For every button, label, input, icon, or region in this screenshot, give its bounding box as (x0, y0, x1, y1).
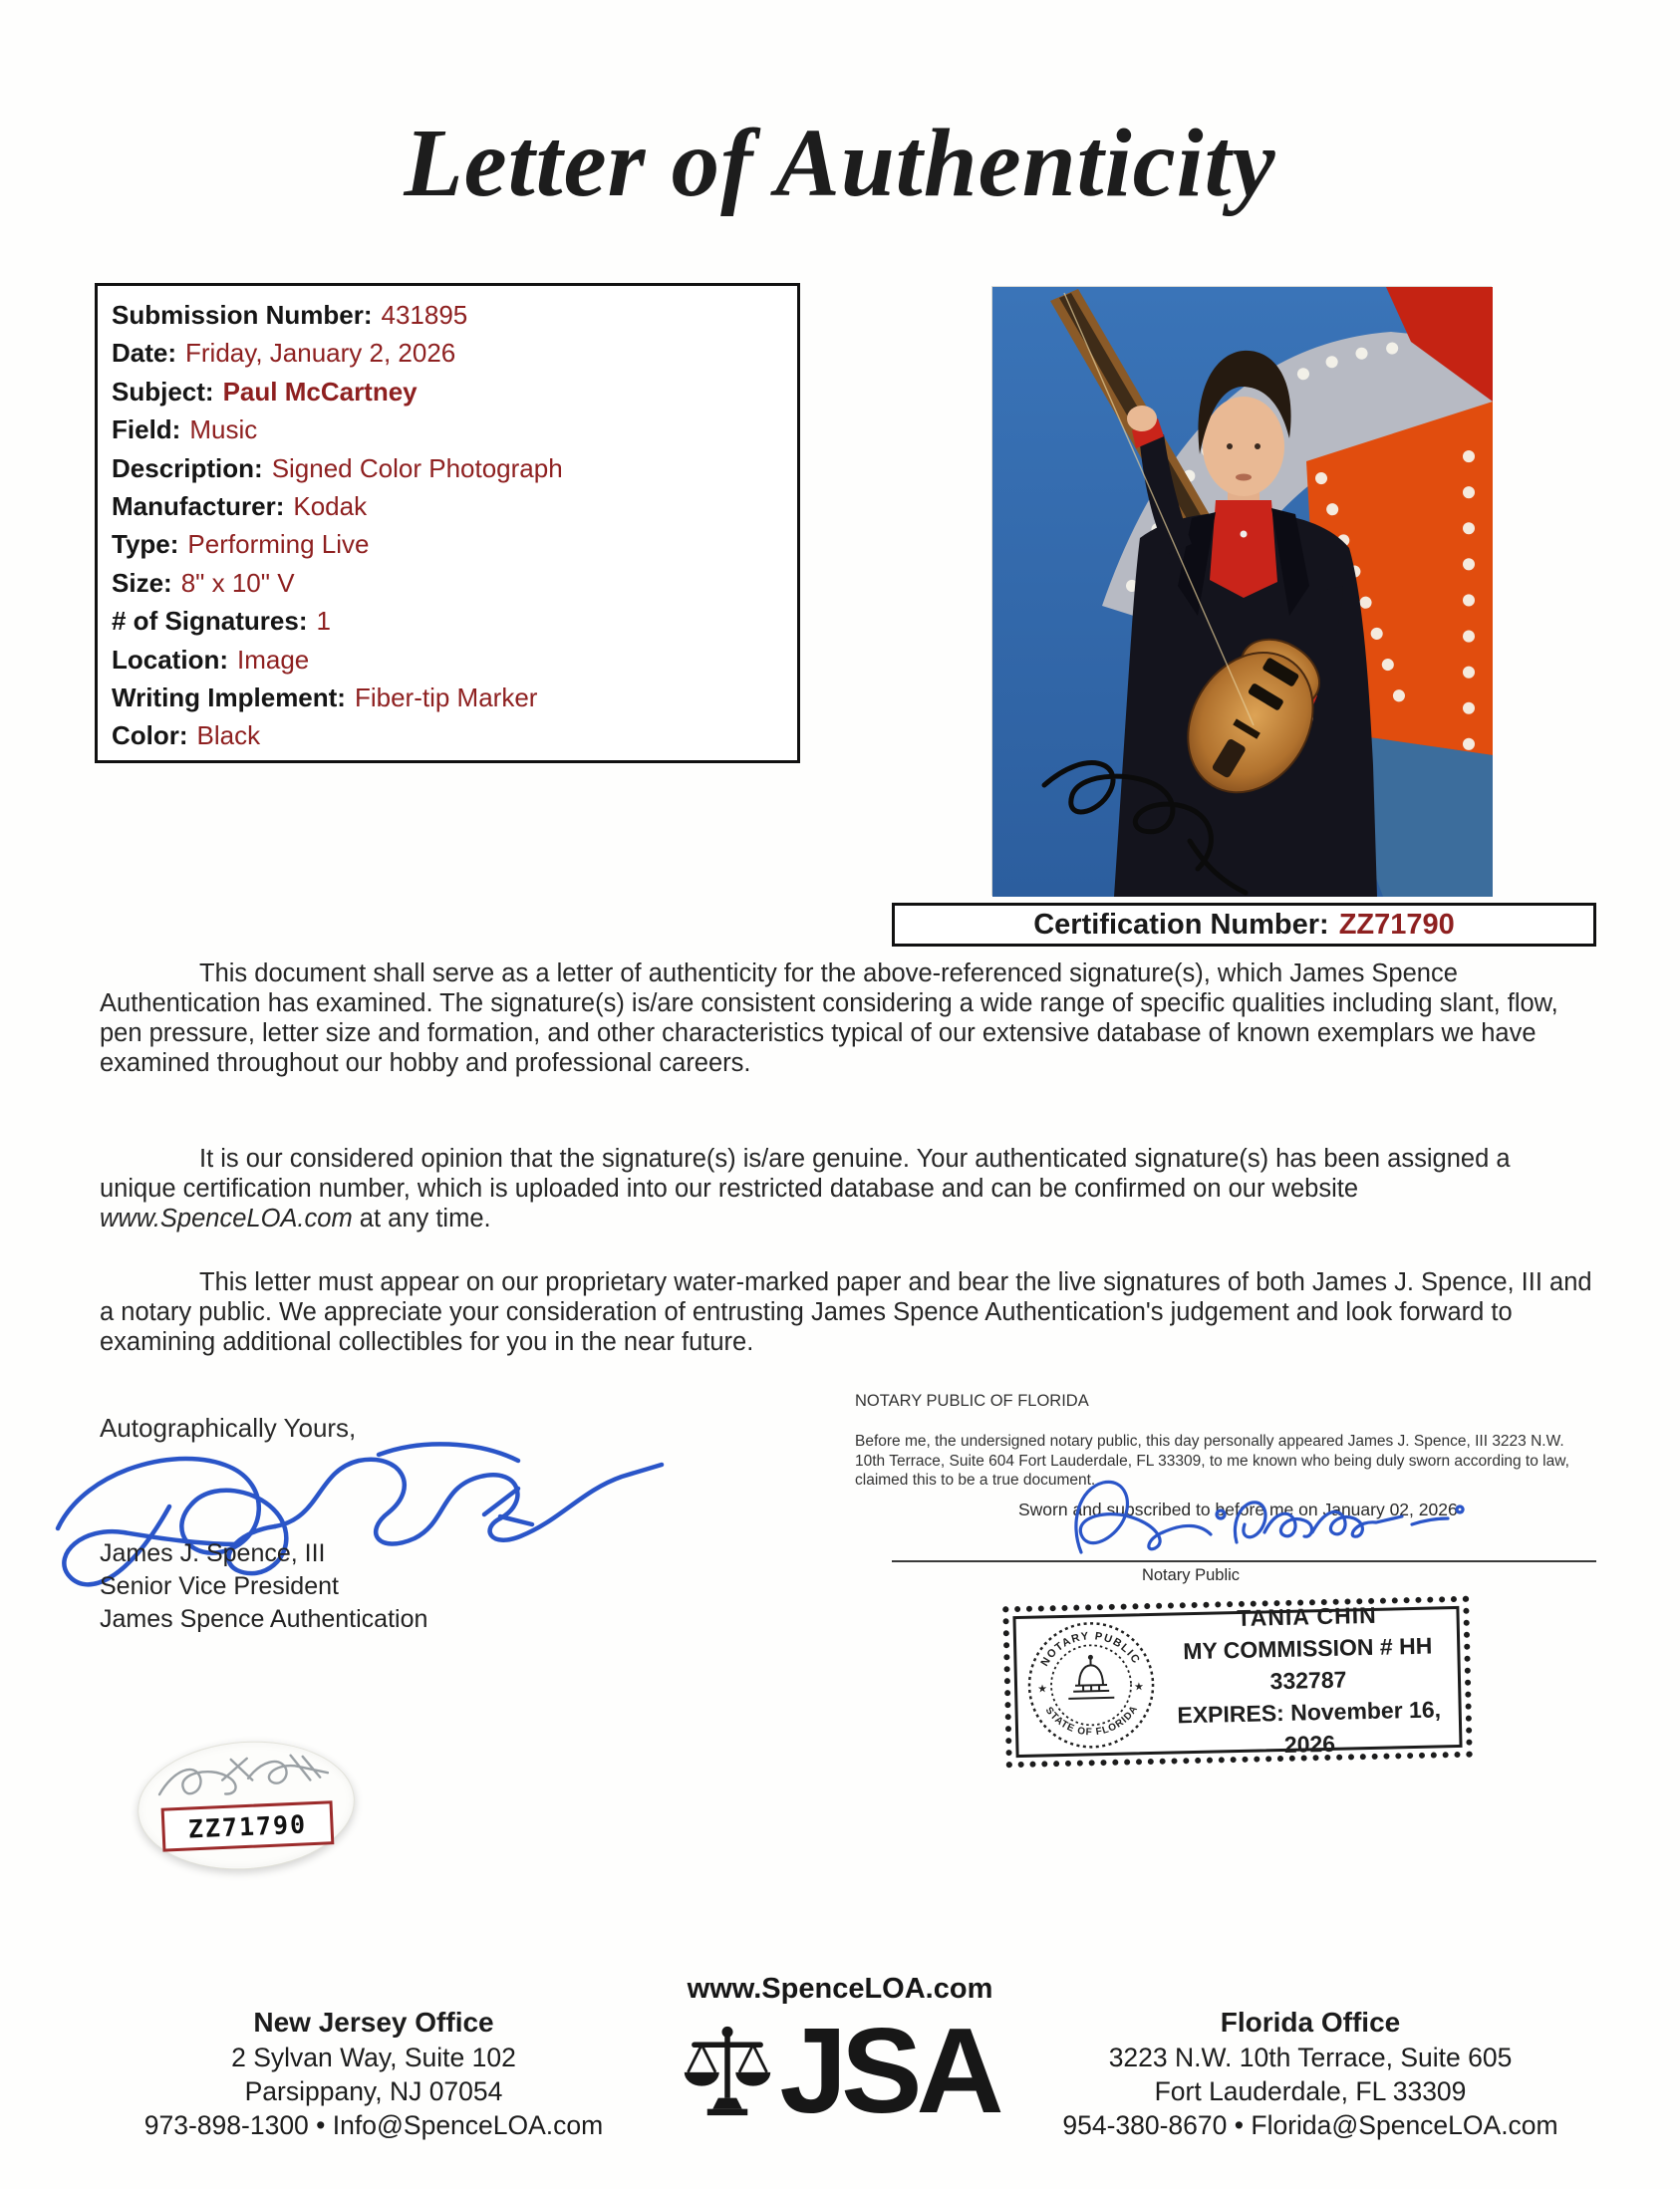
notary-signature (1051, 1473, 1490, 1564)
notary-stamp-inner (1012, 1601, 1462, 1758)
seal-bottom-text: STATE OF FLORIDA (1042, 1703, 1141, 1739)
detail-value: Performing Live (187, 529, 370, 560)
detail-label: Field: (112, 414, 181, 445)
detail-row (112, 716, 787, 754)
detail-label: Submission Number: (112, 300, 373, 330)
detail-value: Music (189, 414, 258, 445)
detail-label: Type: (112, 529, 179, 560)
detail-label: Manufacturer: (112, 491, 285, 522)
jsa-certification-sticker (134, 1735, 359, 1877)
jsa-logo (658, 2003, 1022, 2138)
signer-name: James J. Spence, III (100, 1539, 326, 1567)
detail-row (112, 564, 787, 602)
detail-value: Paul McCartney (222, 376, 418, 407)
website-mention: www.SpenceLOA.com (100, 1205, 353, 1232)
nj-office-title: New Jersey Office (253, 2007, 494, 2038)
detail-row (112, 641, 787, 679)
detail-value: 431895 (381, 300, 468, 330)
signer-company: James Spence Authentication (100, 1605, 428, 1633)
notary-seal-icon (1024, 1618, 1159, 1753)
fl-address-line-1: 3223 N.W. 10th Terrace, Suite 605 (1108, 2043, 1513, 2072)
detail-row (112, 487, 787, 525)
seal-star-left: ★ (1036, 1683, 1048, 1696)
signer-title: Senior Vice President (100, 1572, 339, 1600)
submission-details-box (95, 283, 800, 763)
detail-label: Date: (112, 338, 177, 369)
svg-text:STATE OF FLORIDA (1043, 1703, 1142, 1739)
body-paragraph-2 (100, 1144, 1592, 1233)
notary-stamp (1002, 1596, 1473, 1769)
detail-value: 1 (316, 606, 331, 637)
nj-address-line-2: Parsippany, NJ 07054 (244, 2076, 503, 2106)
notary-signature-line (892, 1560, 1596, 1562)
notary-name: TANIA CHIN (1237, 1601, 1377, 1631)
detail-value: Friday, January 2, 2026 (185, 338, 456, 369)
jsa-logo-text: JSA (779, 2003, 998, 2138)
florida-office-block (1021, 2005, 1599, 2142)
new-jersey-office-block (95, 2005, 653, 2142)
detail-row (112, 449, 787, 487)
nj-contact-line: 973-898-1300 • Info@SpenceLOA.com (143, 2110, 604, 2140)
detail-label: Description: (112, 452, 263, 483)
detail-label: Size: (112, 567, 172, 598)
fl-address-line-2: Fort Lauderdale, FL 33309 (1154, 2076, 1467, 2106)
notary-public-label: Notary Public (1141, 1566, 1241, 1584)
sworn-line: Sworn and subscribed to before me on January 02, 2026 (1018, 1500, 1458, 1519)
detail-value: Image (237, 644, 310, 675)
detail-label: Writing Implement: (112, 683, 346, 713)
seal-top-text: NOTARY PUBLIC (1038, 1630, 1143, 1669)
seal-star-right: ★ (1133, 1681, 1145, 1694)
body-paragraph-1: This document shall serve as a letter of authenticity for the above-referenced signature(s), which James Spence Authentication has examined. The signature(s) is/are consistent considering a wide range of specific qualities including slant, flow, pen pressure, letter size and formation, and other characteristics typical of our extensive database of known exemplars we have examined throughout our hobby and professional careers. (100, 959, 1558, 1077)
detail-row (112, 679, 787, 716)
notary-heading: NOTARY PUBLIC OF FLORIDA (855, 1392, 1089, 1410)
certification-value: ZZ71790 (1338, 908, 1455, 941)
paragraph-2-tail: at any time. (352, 1205, 491, 1232)
nj-address-line-1: 2 Sylvan Way, Suite 102 (231, 2043, 516, 2072)
certification-number-box (892, 903, 1596, 947)
detail-label: Color: (112, 720, 188, 751)
detail-value: Signed Color Photograph (271, 452, 563, 483)
fl-office-title: Florida Office (1220, 2007, 1401, 2038)
body-paragraph-3: This letter must appear on our proprietary water-marked paper and bear the live signatures of both James J. Spence, III and a notary public. We appreciate your consideration of entrusting James Spence Authentication's judgement and look forward to examining additional collectibles for you in the near future. (100, 1268, 1592, 1356)
notary-commission: MY COMMISSION # HH 332787 (1182, 1632, 1433, 1695)
detail-row (112, 296, 787, 334)
detail-value: Kodak (293, 491, 368, 522)
authenticated-photo (991, 286, 1492, 896)
page-title: Letter of Authenticity (404, 110, 1276, 216)
notary-expiration: EXPIRES: November 16, 2026 (1177, 1696, 1442, 1758)
detail-label: Subject: (112, 376, 214, 407)
detail-row (112, 602, 787, 640)
detail-row (112, 410, 787, 448)
detail-row (112, 334, 787, 372)
photo-illustration (992, 287, 1493, 897)
detail-row (112, 525, 787, 563)
detail-value: Fiber-tip Marker (354, 683, 538, 713)
fl-contact-line: 954-380-8670 • Florida@SpenceLOA.com (1062, 2110, 1558, 2140)
closing-line: Autographically Yours, (100, 1413, 357, 1443)
scales-of-justice-icon (682, 2021, 773, 2120)
certification-label: Certification Number: (1033, 908, 1329, 941)
detail-value: Black (196, 720, 261, 751)
detail-label: Location: (112, 644, 228, 675)
notary-stamp-text (1165, 1597, 1452, 1763)
footer-website: www.SpenceLOA.com (687, 1973, 993, 2005)
detail-row (112, 373, 787, 410)
detail-label: # of Signatures: (112, 606, 308, 637)
sticker-code: ZZ71790 (161, 1800, 335, 1851)
signer-block (100, 1537, 427, 1636)
notary-statement: Before me, the undersigned notary public, this day personally appeared James J. Spence, III 3223 N.W. 10th Terrace, Suite 604 Fort Lauderdale, FL 33309, to me known who being duly sworn according to law, claimed this to be a true document. (855, 1433, 1569, 1489)
detail-value: 8" x 10" V (180, 567, 295, 598)
paragraph-2-text: It is our considered opinion that the signature(s) is/are genuine. Your authenticated signature(s) has been assigned a unique certification number, which is uploaded into our restricted database and can be confirmed on our website (100, 1145, 1511, 1203)
capitol-dome-icon (1067, 1655, 1114, 1699)
